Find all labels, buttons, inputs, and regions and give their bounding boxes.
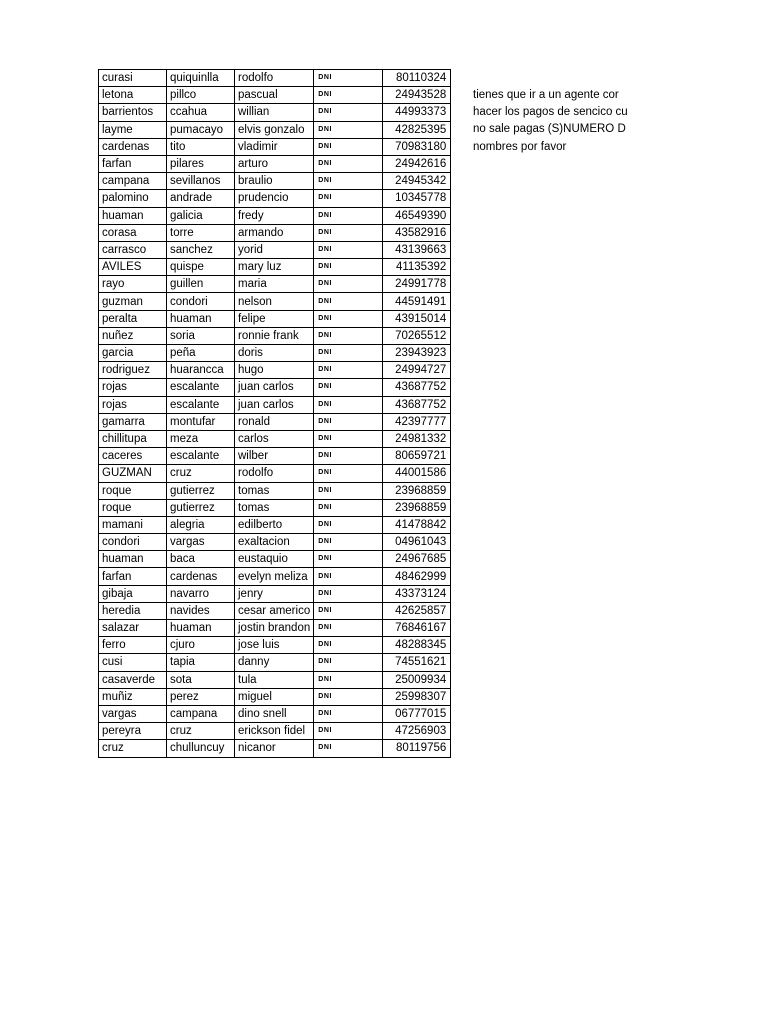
doc-type-cell: DNI <box>314 516 383 533</box>
doc-number-cell: 44001586 <box>383 465 451 482</box>
surname-cell: huaman <box>99 551 167 568</box>
table-row <box>99 241 451 258</box>
first-name-cell: ronald <box>235 413 314 430</box>
table-row <box>99 138 451 155</box>
table-row <box>99 602 451 619</box>
first-name-cell: vladimir <box>235 138 314 155</box>
doc-type-cell: DNI <box>314 465 383 482</box>
doc-number-cell: 80110324 <box>383 70 451 87</box>
first-name-cell: ronnie frank <box>235 327 314 344</box>
second-surname-cell: ccahua <box>167 104 235 121</box>
first-name-cell: rodolfo <box>235 465 314 482</box>
surname-cell: barrientos <box>99 104 167 121</box>
doc-number-cell: 43139663 <box>383 241 451 258</box>
first-name-cell: jose luis <box>235 637 314 654</box>
surname-cell: rayo <box>99 276 167 293</box>
doc-number-cell: 24942616 <box>383 155 451 172</box>
second-surname-cell: andrade <box>167 190 235 207</box>
doc-number-cell: 06777015 <box>383 705 451 722</box>
note-line: hacer los pagos de sencico cu <box>473 106 628 119</box>
note-line: tienes que ir a un agente cor <box>473 89 619 101</box>
surname-cell: palomino <box>99 190 167 207</box>
table-row <box>99 637 451 654</box>
surname-cell: nuñez <box>99 327 167 344</box>
second-surname-cell: escalante <box>167 448 235 465</box>
doc-type-cell: DNI <box>314 259 383 276</box>
first-name-cell: nicanor <box>235 740 314 757</box>
table-row <box>99 465 451 482</box>
doc-type-cell: DNI <box>314 87 383 104</box>
doc-type-cell: DNI <box>314 362 383 379</box>
second-surname-cell: cardenas <box>167 568 235 585</box>
first-name-cell: cesar americo <box>235 602 314 619</box>
second-surname-cell: navides <box>167 602 235 619</box>
doc-type-cell: DNI <box>314 740 383 757</box>
surname-cell: pereyra <box>99 723 167 740</box>
spreadsheet-table <box>98 69 451 758</box>
doc-number-cell: 80659721 <box>383 448 451 465</box>
surname-cell: vargas <box>99 705 167 722</box>
second-surname-cell: meza <box>167 430 235 447</box>
doc-type-cell: DNI <box>314 448 383 465</box>
first-name-cell: carlos <box>235 430 314 447</box>
first-name-cell: tomas <box>235 482 314 499</box>
first-name-cell: tomas <box>235 499 314 516</box>
second-surname-cell: campana <box>167 705 235 722</box>
doc-number-cell: 42397777 <box>383 413 451 430</box>
first-name-cell: juan carlos <box>235 379 314 396</box>
doc-type-cell: DNI <box>314 345 383 362</box>
first-name-cell: exaltacion <box>235 534 314 551</box>
first-name-cell: arturo <box>235 155 314 172</box>
doc-number-cell: 70265512 <box>383 327 451 344</box>
second-surname-cell: alegria <box>167 516 235 533</box>
second-surname-cell: vargas <box>167 534 235 551</box>
table-row <box>99 121 451 138</box>
table-row <box>99 723 451 740</box>
note-line: nombres por favor <box>473 140 567 153</box>
table-row <box>99 671 451 688</box>
doc-type-cell: DNI <box>314 482 383 499</box>
surname-cell: rojas <box>99 379 167 396</box>
doc-number-cell: 43687752 <box>383 379 451 396</box>
second-surname-cell: quispe <box>167 259 235 276</box>
table-row <box>99 207 451 224</box>
table-row <box>99 705 451 722</box>
second-surname-cell: navarro <box>167 585 235 602</box>
doc-type-cell: DNI <box>314 70 383 87</box>
first-name-cell: fredy <box>235 207 314 224</box>
first-name-cell: braulio <box>235 173 314 190</box>
first-name-cell: erickson fidel <box>235 723 314 740</box>
second-surname-cell: pillco <box>167 87 235 104</box>
doc-type-cell: DNI <box>314 310 383 327</box>
second-surname-cell: condori <box>167 293 235 310</box>
doc-number-cell: 43582916 <box>383 224 451 241</box>
doc-type-cell: DNI <box>314 121 383 138</box>
surname-cell: casaverde <box>99 671 167 688</box>
table-row <box>99 259 451 276</box>
doc-number-cell: 42625857 <box>383 602 451 619</box>
doc-type-cell: DNI <box>314 293 383 310</box>
second-surname-cell: cruz <box>167 465 235 482</box>
doc-number-cell: 44993373 <box>383 104 451 121</box>
second-surname-cell: soria <box>167 327 235 344</box>
surname-cell: huaman <box>99 207 167 224</box>
side-notes <box>473 87 768 156</box>
table-row <box>99 104 451 121</box>
doc-number-cell: 23968859 <box>383 482 451 499</box>
surname-cell: chillitupa <box>99 430 167 447</box>
second-surname-cell: sanchez <box>167 241 235 258</box>
doc-type-cell: DNI <box>314 585 383 602</box>
table-row <box>99 276 451 293</box>
first-name-cell: danny <box>235 654 314 671</box>
doc-number-cell: 44591491 <box>383 293 451 310</box>
first-name-cell: juan carlos <box>235 396 314 413</box>
second-surname-cell: pilares <box>167 155 235 172</box>
first-name-cell: yorid <box>235 241 314 258</box>
first-name-cell: dino snell <box>235 705 314 722</box>
doc-type-cell: DNI <box>314 602 383 619</box>
doc-number-cell: 24981332 <box>383 430 451 447</box>
table-row <box>99 413 451 430</box>
surname-cell: AVILES <box>99 259 167 276</box>
surname-cell: letona <box>99 87 167 104</box>
second-surname-cell: huaman <box>167 620 235 637</box>
surname-cell: guzman <box>99 293 167 310</box>
table-row <box>99 499 451 516</box>
surname-cell: salazar <box>99 620 167 637</box>
surname-cell: ferro <box>99 637 167 654</box>
doc-number-cell: 46549390 <box>383 207 451 224</box>
doc-number-cell: 41478842 <box>383 516 451 533</box>
doc-type-cell: DNI <box>314 671 383 688</box>
doc-number-cell: 24991778 <box>383 276 451 293</box>
table-row <box>99 740 451 757</box>
second-surname-cell: sevillanos <box>167 173 235 190</box>
first-name-cell: armando <box>235 224 314 241</box>
first-name-cell: maria <box>235 276 314 293</box>
second-surname-cell: gutierrez <box>167 482 235 499</box>
doc-type-cell: DNI <box>314 568 383 585</box>
table-row <box>99 396 451 413</box>
surname-cell: farfan <box>99 568 167 585</box>
surname-cell: rodriguez <box>99 362 167 379</box>
first-name-cell: wilber <box>235 448 314 465</box>
surname-cell: roque <box>99 499 167 516</box>
surname-cell: curasi <box>99 70 167 87</box>
doc-type-cell: DNI <box>314 379 383 396</box>
doc-type-cell: DNI <box>314 688 383 705</box>
doc-type-cell: DNI <box>314 155 383 172</box>
table-row <box>99 688 451 705</box>
table-row <box>99 310 451 327</box>
surname-cell: condori <box>99 534 167 551</box>
second-surname-cell: huaman <box>167 310 235 327</box>
doc-number-cell: 23943923 <box>383 345 451 362</box>
doc-type-cell: DNI <box>314 207 383 224</box>
doc-type-cell: DNI <box>314 224 383 241</box>
second-surname-cell: cruz <box>167 723 235 740</box>
doc-number-cell: 23968859 <box>383 499 451 516</box>
table-row <box>99 551 451 568</box>
table-row <box>99 224 451 241</box>
doc-number-cell: 48462999 <box>383 568 451 585</box>
doc-type-cell: DNI <box>314 104 383 121</box>
doc-type-cell: DNI <box>314 413 383 430</box>
second-surname-cell: escalante <box>167 396 235 413</box>
doc-number-cell: 25998307 <box>383 688 451 705</box>
table-row <box>99 654 451 671</box>
doc-number-cell: 43373124 <box>383 585 451 602</box>
doc-type-cell: DNI <box>314 499 383 516</box>
first-name-cell: miguel <box>235 688 314 705</box>
table-row <box>99 70 451 87</box>
doc-number-cell: 43915014 <box>383 310 451 327</box>
table-row <box>99 87 451 104</box>
doc-number-cell: 80119756 <box>383 740 451 757</box>
doc-type-cell: DNI <box>314 430 383 447</box>
doc-type-cell: DNI <box>314 241 383 258</box>
first-name-cell: pascual <box>235 87 314 104</box>
doc-number-cell: 76846167 <box>383 620 451 637</box>
second-surname-cell: cjuro <box>167 637 235 654</box>
second-surname-cell: montufar <box>167 413 235 430</box>
second-surname-cell: escalante <box>167 379 235 396</box>
doc-number-cell: 24994727 <box>383 362 451 379</box>
first-name-cell: rodolfo <box>235 70 314 87</box>
doc-number-cell: 70983180 <box>383 138 451 155</box>
first-name-cell: felipe <box>235 310 314 327</box>
doc-number-cell: 10345778 <box>383 190 451 207</box>
doc-number-cell: 25009934 <box>383 671 451 688</box>
doc-type-cell: DNI <box>314 276 383 293</box>
doc-number-cell: 24945342 <box>383 173 451 190</box>
surname-cell: gamarra <box>99 413 167 430</box>
first-name-cell: willian <box>235 104 314 121</box>
doc-type-cell: DNI <box>314 705 383 722</box>
table-row <box>99 379 451 396</box>
table-row <box>99 155 451 172</box>
second-surname-cell: quiquinlla <box>167 70 235 87</box>
table-row <box>99 190 451 207</box>
doc-type-cell: DNI <box>314 327 383 344</box>
second-surname-cell: galicia <box>167 207 235 224</box>
first-name-cell: jenry <box>235 585 314 602</box>
surname-cell: caceres <box>99 448 167 465</box>
second-surname-cell: perez <box>167 688 235 705</box>
surname-cell: muñiz <box>99 688 167 705</box>
second-surname-cell: baca <box>167 551 235 568</box>
first-name-cell: evelyn meliza <box>235 568 314 585</box>
second-surname-cell: peña <box>167 345 235 362</box>
doc-type-cell: DNI <box>314 138 383 155</box>
doc-number-cell: 43687752 <box>383 396 451 413</box>
table-row <box>99 430 451 447</box>
surname-cell: carrasco <box>99 241 167 258</box>
second-surname-cell: tapia <box>167 654 235 671</box>
first-name-cell: hugo <box>235 362 314 379</box>
second-surname-cell: chulluncuy <box>167 740 235 757</box>
table-row <box>99 568 451 585</box>
surname-cell: gibaja <box>99 585 167 602</box>
surname-cell: heredia <box>99 602 167 619</box>
doc-type-cell: DNI <box>314 620 383 637</box>
first-name-cell: prudencio <box>235 190 314 207</box>
table-row <box>99 585 451 602</box>
table-row <box>99 327 451 344</box>
doc-type-cell: DNI <box>314 723 383 740</box>
surname-cell: campana <box>99 173 167 190</box>
table-row <box>99 516 451 533</box>
table-row <box>99 293 451 310</box>
second-surname-cell: torre <box>167 224 235 241</box>
first-name-cell: tula <box>235 671 314 688</box>
surname-cell: corasa <box>99 224 167 241</box>
second-surname-cell: tito <box>167 138 235 155</box>
doc-type-cell: DNI <box>314 173 383 190</box>
surname-cell: roque <box>99 482 167 499</box>
doc-type-cell: DNI <box>314 396 383 413</box>
table-row <box>99 620 451 637</box>
surname-cell: peralta <box>99 310 167 327</box>
doc-type-cell: DNI <box>314 654 383 671</box>
first-name-cell: eustaquio <box>235 551 314 568</box>
surname-cell: cruz <box>99 740 167 757</box>
doc-type-cell: DNI <box>314 534 383 551</box>
first-name-cell: edilberto <box>235 516 314 533</box>
doc-type-cell: DNI <box>314 190 383 207</box>
doc-number-cell: 24943528 <box>383 87 451 104</box>
surname-cell: cardenas <box>99 138 167 155</box>
second-surname-cell: guillen <box>167 276 235 293</box>
doc-number-cell: 42825395 <box>383 121 451 138</box>
second-surname-cell: pumacayo <box>167 121 235 138</box>
surname-cell: rojas <box>99 396 167 413</box>
doc-number-cell: 04961043 <box>383 534 451 551</box>
first-name-cell: nelson <box>235 293 314 310</box>
doc-number-cell: 48288345 <box>383 637 451 654</box>
table-row <box>99 534 451 551</box>
first-name-cell: elvis gonzalo <box>235 121 314 138</box>
second-surname-cell: huarancca <box>167 362 235 379</box>
table-row <box>99 173 451 190</box>
spreadsheet-body <box>99 70 451 758</box>
surname-cell: cusi <box>99 654 167 671</box>
surname-cell: garcia <box>99 345 167 362</box>
surname-cell: layme <box>99 121 167 138</box>
surname-cell: farfan <box>99 155 167 172</box>
doc-number-cell: 74551621 <box>383 654 451 671</box>
first-name-cell: doris <box>235 345 314 362</box>
doc-number-cell: 41135392 <box>383 259 451 276</box>
second-surname-cell: gutierrez <box>167 499 235 516</box>
second-surname-cell: sota <box>167 671 235 688</box>
table-row <box>99 345 451 362</box>
surname-cell: mamani <box>99 516 167 533</box>
table-row <box>99 448 451 465</box>
table-row <box>99 362 451 379</box>
table-row <box>99 482 451 499</box>
first-name-cell: jostin brandon <box>235 620 314 637</box>
doc-type-cell: DNI <box>314 637 383 654</box>
doc-number-cell: 47256903 <box>383 723 451 740</box>
note-line: no sale pagas (S)NUMERO D <box>473 123 626 136</box>
first-name-cell: mary luz <box>235 259 314 276</box>
doc-type-cell: DNI <box>314 551 383 568</box>
doc-number-cell: 24967685 <box>383 551 451 568</box>
surname-cell: GUZMAN <box>99 465 167 482</box>
